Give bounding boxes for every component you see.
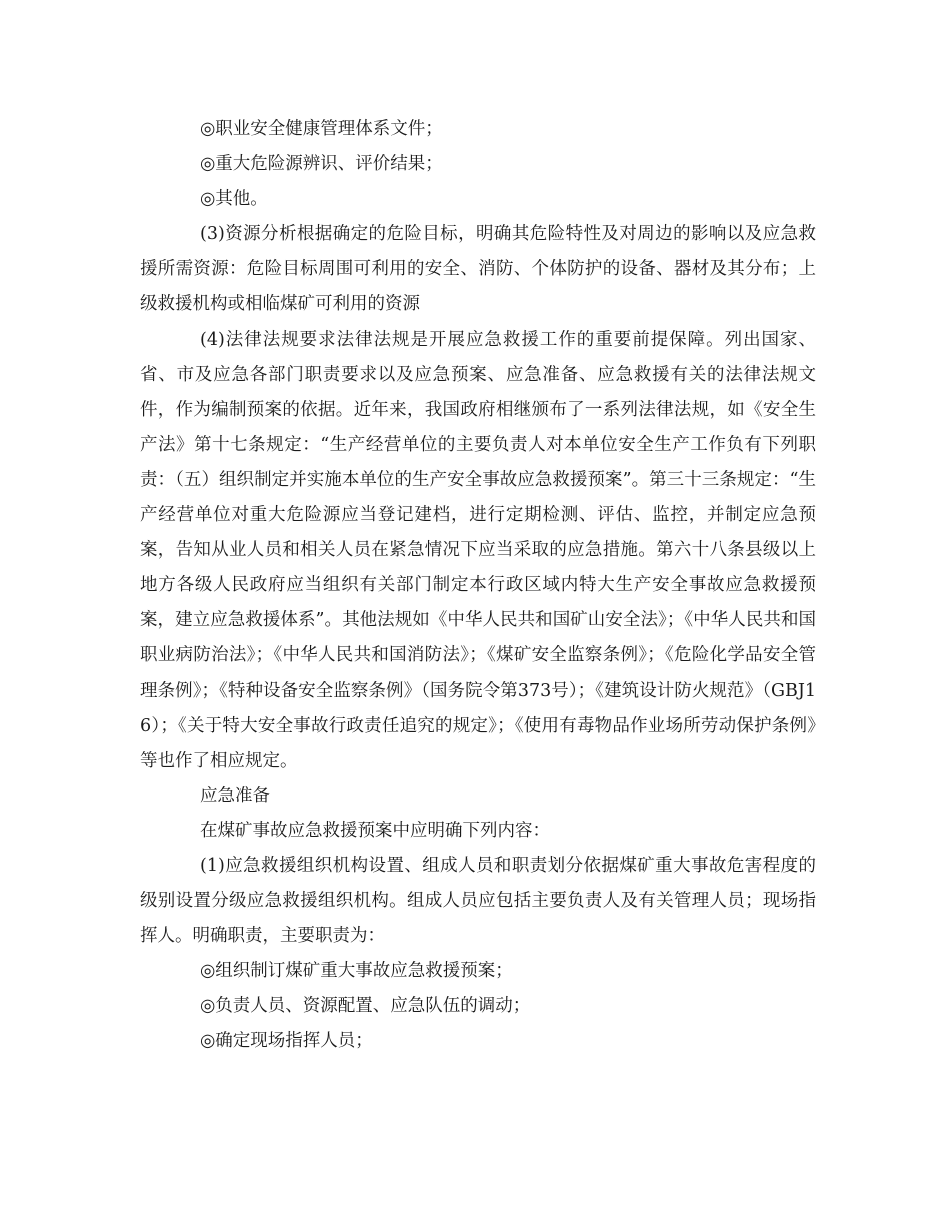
paragraph-resource-analysis: (3)资源分析根据确定的危险目标，明确其危险特性及对周边的影响以及应急救援所需资源：危险目标周围可利用的安全、消防、个体防护的设备、器材及其分布；上级救援机构或相临煤矿可利用的资源 [140, 224, 816, 315]
bullet-resource-dispatch: ◎负责人员、资源配置、应急队伍的调动； [200, 996, 531, 1017]
paragraph-legal-requirements: (4)法律法规要求法律法规是开展应急救援工作的重要前提保障。列出国家、省、市及应急各部门职责要求以及应急预案、应急准备、应急救援有关的法律法规文件，作为编制预案的依据。近年来，我国政府相继颁布了一系列法律法规，如《安全生产法》第十七条规定：“生产经营单位的主要负责人对本单位安全生产工作负有下列职责：（五）组织制定并实施本单位的生产安全事故应急救援预案”。第三十三条规定：“生产经营单位对重大危险源应当登记建档，进行定期检测、评估、监控，并制定应急预案，告知从业人员和相关人员在紧急情况下应当采取的应急措施。第六十八条县级以上地方各级人民政府应当组织有关部门制定本行政区域内特大生产安全事故应急救援预案，建立应急救援体系”。其他法规如《中华人民共和国矿山安全法》；《中华人民共和国职业病防治法》；《中华人民共和国消防法》；《煤矿安全监察条例》；《危险化学品安全管理条例》；《特种设备安全监察条例》（国务院令第373号）；《建筑设计防火规范》（GBJ16）；《关于特大安全事故行政责任追究的规定》；《使用有毒物品作业场所劳动保护条例》等也作了相应规定。 [140, 329, 816, 771]
bullet-other: ◎其他。 [200, 189, 268, 210]
bullet-ohs-management-docs: ◎职业安全健康管理体系文件； [200, 119, 443, 139]
document-body [140, 112, 816, 1060]
bullet-hazard-identification: ◎重大危险源辨识、评价结果； [200, 154, 443, 175]
section-heading-emergency-preparation: 应急准备 [200, 785, 270, 806]
paragraph-organization-setup: (1)应急救援组织机构设置、组成人员和职责划分依据煤矿重大事故危害程度的级别设置分级应急救援组织机构。组成人员应包括主要负责人及有关管理人员；现场指挥人。明确职责，主要职责为： [140, 855, 816, 947]
bullet-formulate-plan: ◎组织制订煤矿重大事故应急救援预案； [200, 961, 513, 982]
bullet-site-commander: ◎确定现场指挥人员； [200, 1031, 373, 1052]
paragraph-plan-contents-intro: 在煤矿事故应急救援预案中应明确下列内容： [200, 820, 550, 841]
